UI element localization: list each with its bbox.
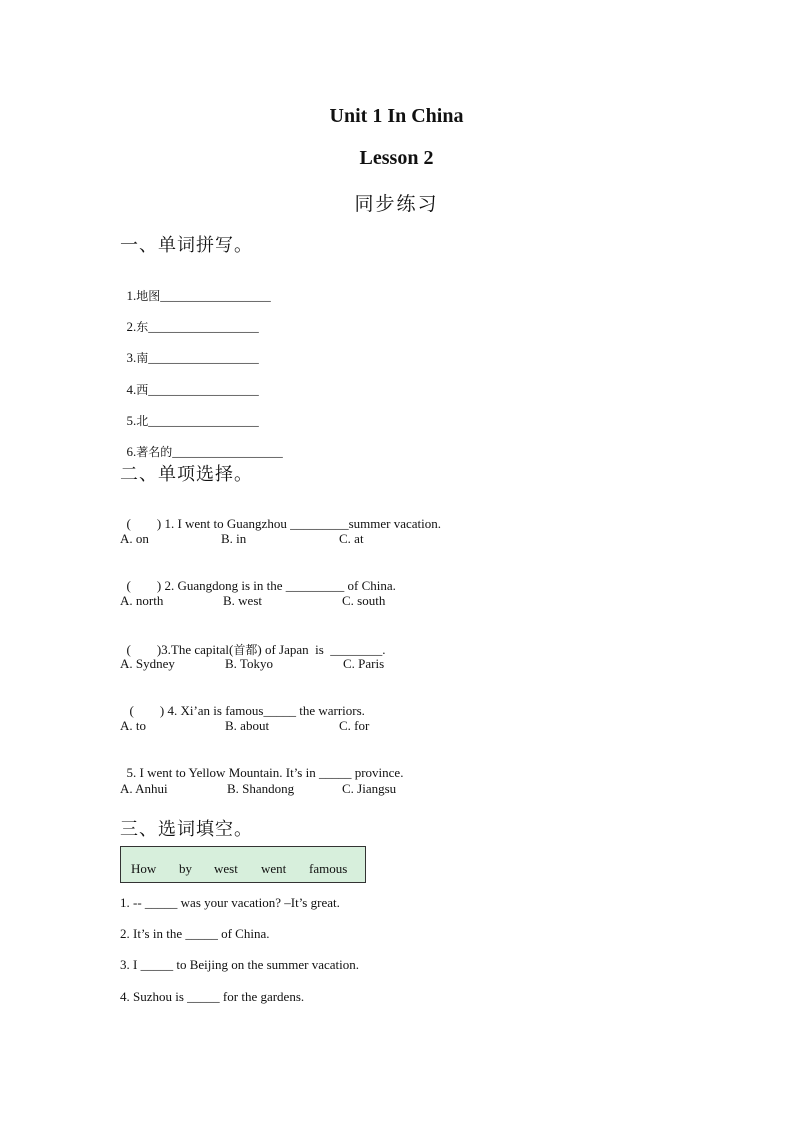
- item-number: 6.: [126, 444, 137, 459]
- question-row: [120, 562, 396, 594]
- question-text: 5. I went to Yellow Mountain. It’s in _____ province.: [126, 765, 404, 780]
- item-chinese: 东: [136, 320, 149, 334]
- answer-paren-close: ): [156, 516, 162, 531]
- option-b: B. Shandong: [227, 781, 295, 796]
- answer-paren-open: (: [126, 642, 131, 657]
- item-number: 1.: [126, 288, 137, 303]
- answer-paren-close: )3.The capital(: [156, 642, 234, 657]
- spelling-item: [120, 396, 259, 429]
- option-a: A. north: [120, 593, 164, 608]
- spelling-item: [120, 302, 259, 335]
- option-a: A. Anhui: [120, 781, 168, 796]
- option-a: A. Sydney: [120, 656, 175, 671]
- fill-sentence: 1. -- _____ was your vacation? –It’s great.: [120, 895, 340, 910]
- item-blank: _________________: [148, 350, 259, 365]
- fill-sentence: 4. Suzhou is _____ for the gardens.: [120, 989, 305, 1004]
- question-row: [120, 500, 441, 532]
- item-blank: _________________: [148, 413, 259, 428]
- question-text: 2. Guangdong is in the _________ of China.: [164, 578, 396, 593]
- word-bank-item: went: [261, 861, 287, 876]
- option-b: B. west: [223, 593, 262, 608]
- option-c: C. Paris: [343, 656, 385, 671]
- section3-heading: 三、选词填空。: [120, 819, 253, 840]
- option-c: C. south: [342, 593, 386, 608]
- item-chinese: 南: [136, 351, 149, 365]
- item-number: 2.: [126, 319, 137, 334]
- fill-sentence: 3. I _____ to Beijing on the summer vacation.: [120, 957, 360, 972]
- word-bank-item: How: [131, 861, 157, 876]
- answer-paren-open: (: [126, 578, 131, 593]
- option-a: A. to: [120, 718, 146, 733]
- page-subtitle: 同步练习: [354, 193, 439, 215]
- item-blank: _________________: [148, 319, 259, 334]
- item-number: 5.: [126, 413, 137, 428]
- item-chinese: 西: [136, 383, 149, 397]
- unit-title: Unit 1 In China: [329, 105, 464, 127]
- option-a: A. on: [120, 531, 149, 546]
- spelling-item: [120, 365, 259, 398]
- lesson-title: Lesson 2: [359, 147, 434, 169]
- answer-paren-close: ): [156, 578, 162, 593]
- option-c: C. at: [339, 531, 364, 546]
- question-text: 4. Xi’an is famous_____ the warriors.: [167, 703, 365, 718]
- answer-paren-close: ): [159, 703, 165, 718]
- question-text: 1. I went to Guangzhou _________summer vacation.: [164, 516, 441, 531]
- item-blank: _________________: [160, 288, 271, 303]
- item-chinese: 著名的: [136, 445, 173, 459]
- question-text: ) of Japan is ________.: [257, 642, 386, 657]
- word-bank-item: west: [214, 861, 238, 876]
- word-bank-item: by: [179, 861, 192, 876]
- spelling-item: [120, 333, 259, 366]
- answer-paren-open: (: [129, 703, 134, 718]
- question-chinese: 首都: [233, 643, 258, 657]
- section2-heading: 二、单项选择。: [120, 464, 253, 485]
- option-c: C. Jiangsu: [342, 781, 397, 796]
- spelling-item: [120, 427, 283, 460]
- item-blank: _________________: [148, 382, 259, 397]
- question-row: [123, 687, 365, 719]
- word-bank: [120, 846, 366, 883]
- option-b: B. about: [225, 718, 270, 733]
- section1-heading: 一、单词拼写。: [120, 235, 253, 256]
- answer-paren-open: (: [126, 516, 131, 531]
- word-bank-item: famous: [309, 861, 348, 876]
- fill-sentence: 2. It’s in the _____ of China.: [120, 926, 270, 941]
- item-number: 3.: [126, 350, 137, 365]
- spelling-item: [120, 271, 271, 304]
- option-b: B. Tokyo: [225, 656, 273, 671]
- item-chinese: 地图: [136, 289, 161, 303]
- item-number: 4.: [126, 382, 137, 397]
- question-row: [120, 749, 403, 781]
- question-row: [120, 625, 386, 658]
- option-b: B. in: [221, 531, 247, 546]
- item-blank: _________________: [172, 444, 283, 459]
- option-c: C. for: [339, 718, 370, 733]
- item-chinese: 北: [136, 414, 149, 428]
